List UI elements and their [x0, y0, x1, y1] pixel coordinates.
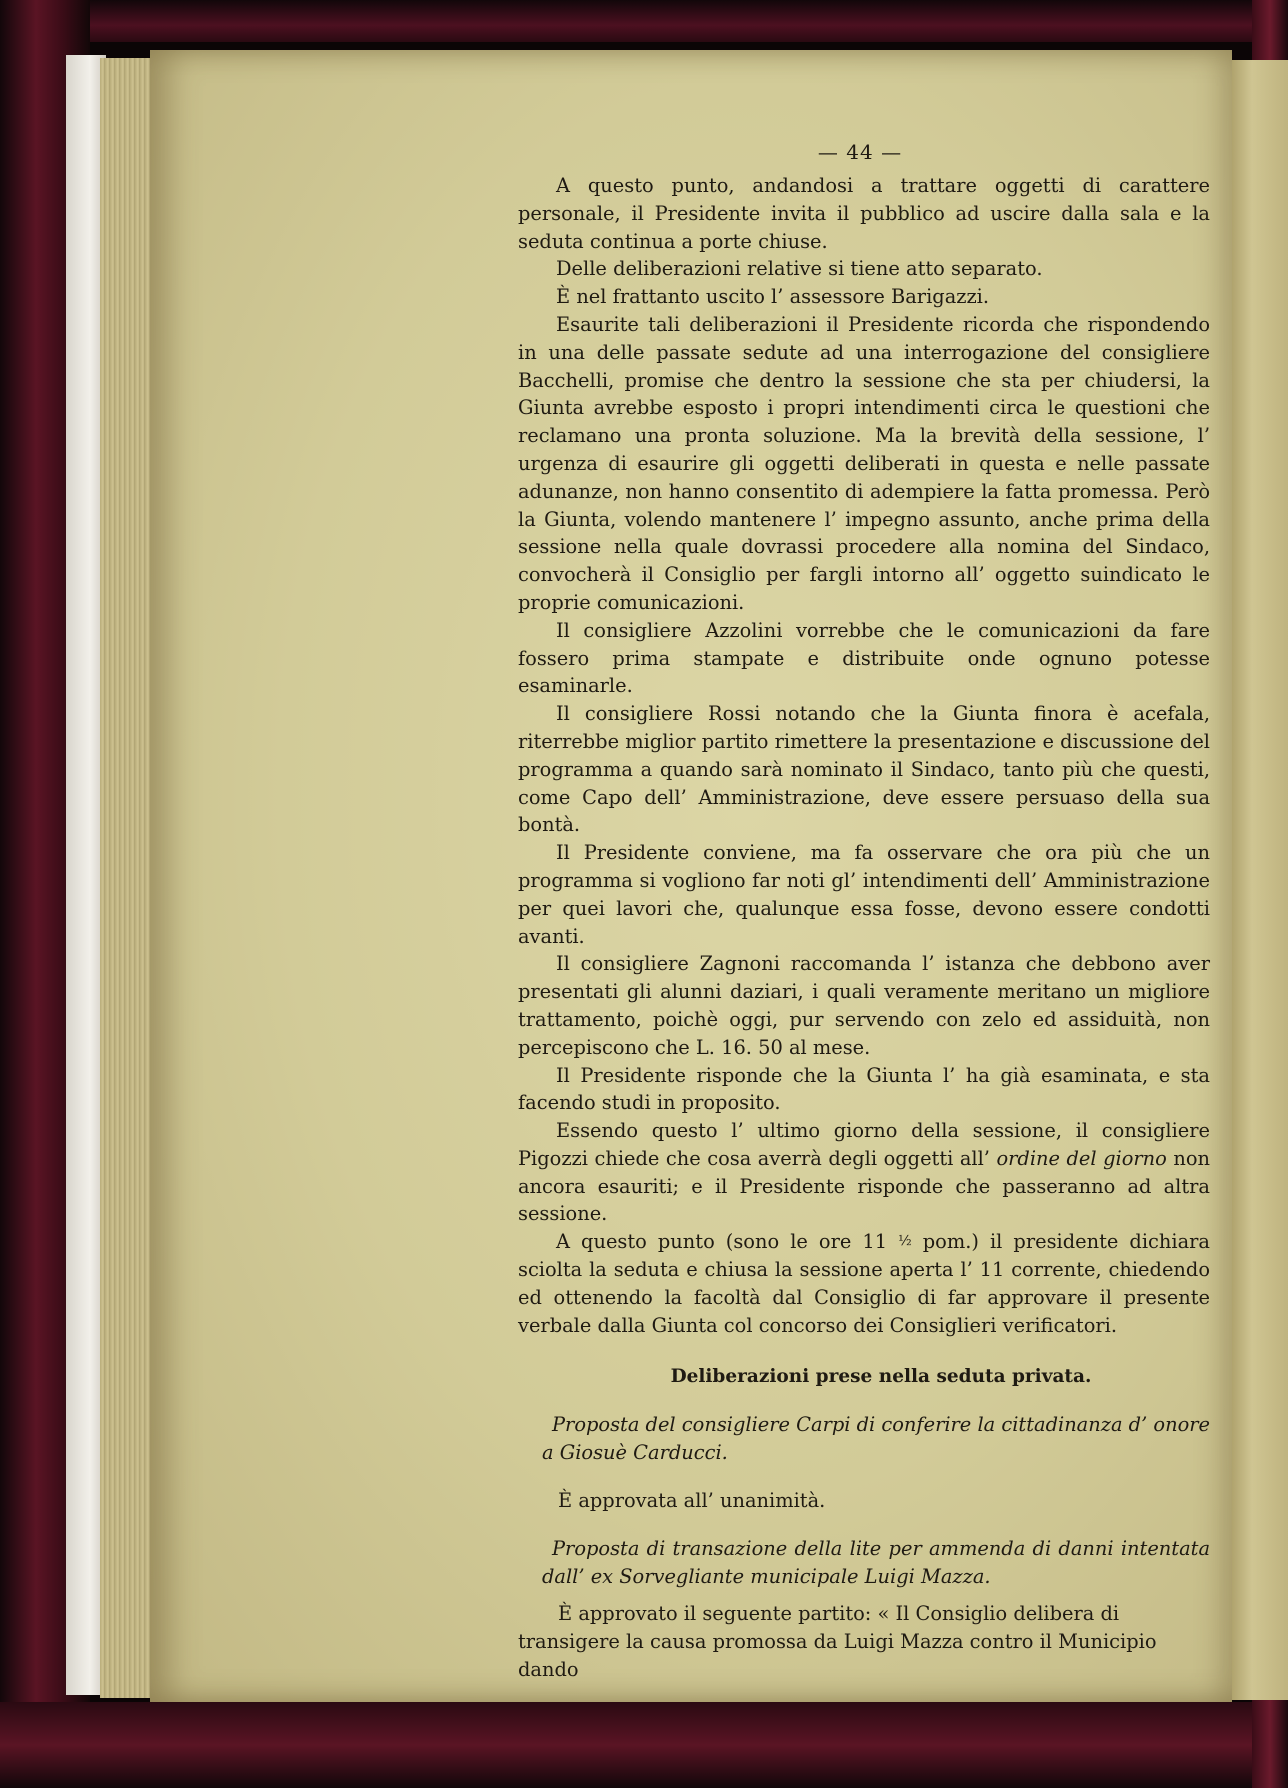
italic-text: ordine del giorno [996, 1146, 1167, 1170]
paragraph-pigozzi [518, 1117, 1210, 1228]
paragraph: È nel frattanto uscito l’ assessore Barigazzi. [556, 285, 990, 309]
proposal-outcome: È approvato il seguente partito: « Il Consiglio delibera di transigere la causa promossa da Luigi Mazza contro il Municipio dando [518, 1602, 1157, 1682]
proposal-title: Proposta del consigliere Carpi di conferire la cittadinanza d’ onore a Giosuè Carducci. [542, 1413, 1210, 1465]
paragraph: Il consigliere Azzolini vorrebbe che le comunicazioni da fare fossero prima stampate e distribuite onde ognuno potesse esaminarle. [518, 618, 1210, 698]
text-run: pom.) il presidente dichiara sciolta la seduta e chiusa la sessione aperta l’ 11 corrente, chiedendo ed ottenendo la facoltà dal Consiglio di far approvare il presente verbale dalla Giunta col concorso dei Consiglieri verificatori. [518, 1230, 1210, 1337]
page-number: — 44 — [817, 140, 903, 164]
spacer [518, 1467, 1210, 1487]
paragraph: Delle deliberazioni relative si tiene atto separato. [556, 257, 1043, 281]
paragraph-closing [518, 1228, 1210, 1339]
spacer [518, 1515, 1210, 1535]
text-run: A questo punto (sono le ore 11 [556, 1230, 899, 1254]
spacer [518, 1590, 1210, 1600]
paragraph: Il consigliere Zagnoni raccomanda l’ istanza che debbono aver presentati gli alunni daziari, i quali veramente meritano un migliore trattamento, poichè oggi, pur servendo con zelo ed assiduità, non percepiscono che L. 16. 50 al mese. [518, 952, 1210, 1059]
proposal-title: Proposta di transazione della lite per ammenda di danni intentata dall’ ex Sorvegliante municipale Luigi Mazza. [542, 1536, 1210, 1588]
text-run: Essendo questo l’ ultimo giorno della sessione, il consigliere Pigozzi chiede che cosa averrà degli oggetti all’ [518, 1119, 1210, 1170]
page-content [518, 140, 1210, 1684]
proposal-outcome: È approvata all’ unanimità. [558, 1489, 826, 1513]
paragraph: Il Presidente risponde che la Giunta l’ ha già esaminata, e sta facendo studi in proposito. [518, 1063, 1210, 1115]
text-run: non ancora esauriti; e il Presidente risponde che passeranno ad altra sessione. [518, 1146, 1210, 1226]
book-cover-top [0, 0, 1288, 42]
paragraph: Il Presidente conviene, ma fa osservare che ora più che un programma si vogliono far noti gl’ intendimenti dell’ Amministrazione per quei lavori che, qualunque essa fosse, devono essere condotti avanti. [518, 841, 1210, 948]
facing-page-edge [1228, 60, 1288, 1700]
book-cover-bottom [0, 1702, 1288, 1788]
paragraph: A questo punto, andandosi a trattare oggetti di carattere personale, il Presidente invita il pubblico ad uscire dalla sala e la seduta continua a porte chiuse. [518, 174, 1210, 253]
fraction: ½ [898, 1233, 912, 1250]
section-heading: Deliberazioni prese nella seduta privata. [670, 1366, 1092, 1388]
paragraph: Esaurite tali deliberazioni il Presidente ricorda che rispondendo in una delle passate sedute ad una interrogazione del consigliere Bacchelli, promise che dentro la sessione che sta per chiudersi, la Giunta avrebbe esposto i propri intendimenti circa le questioni che reclamano una pronta soluzione. Ma la brevità della sessione, l’ urgenza di esaurire gli oggetti deliberati in questa e nelle passate adunanze, non hanno consentito di adempiere la fatta promessa. Però la Giunta, volendo mantenere l’ impegno assunto, anche prima della sessione nella quale dovrassi procedere alla nomina del Sindaco, convocherà il Consiglio per fargli intorno all’ oggetto suindicato le proprie comunicazioni. [518, 312, 1210, 614]
paragraph: Il consigliere Rossi notando che la Giunta finora è acefala, riterrebbe miglior partito rimettere la presentazione e discussione del programma a quando sarà nominato il Sindaco, tanto più che questi, come Capo dell’ Amministrazione, deve essere persuaso della sua bontà. [518, 702, 1211, 837]
